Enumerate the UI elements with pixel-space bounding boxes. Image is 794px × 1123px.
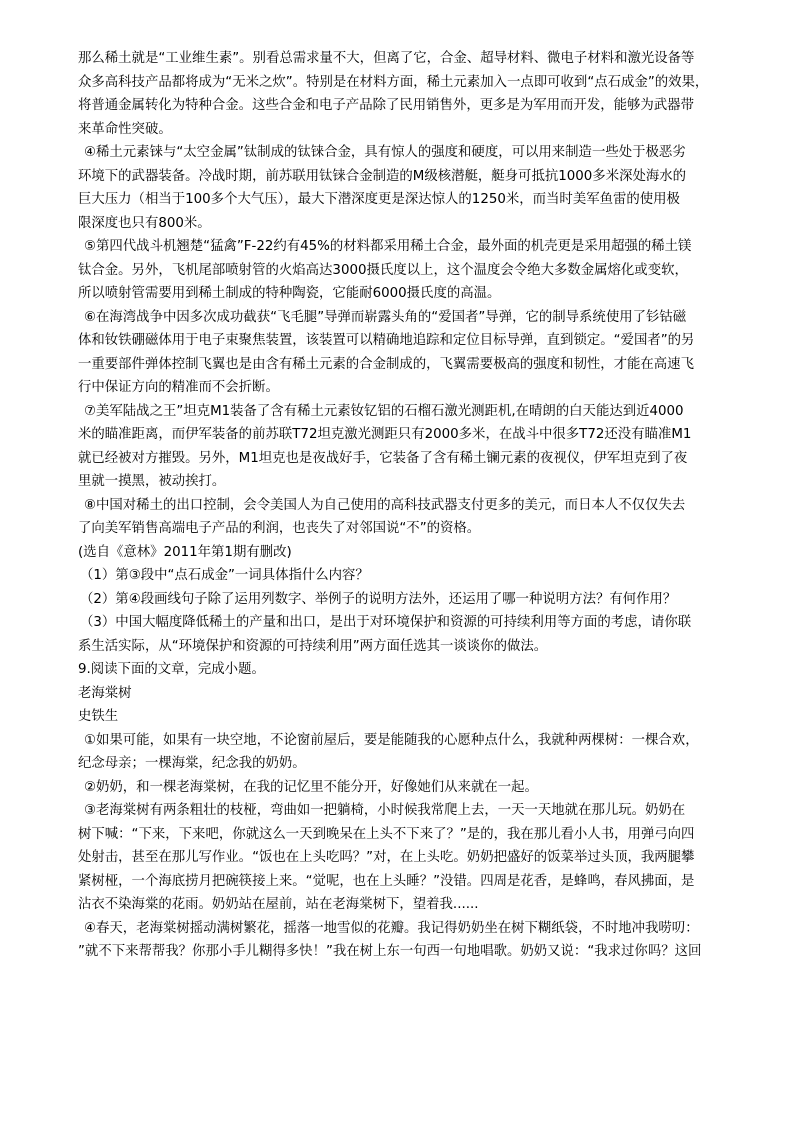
text-line: 沾衣不染海棠的花雨。奶奶站在屋前，站在老海棠树下，望着我......	[78, 897, 479, 912]
article-author: 史铁生	[78, 709, 119, 724]
text-line: 所以喷射管需要用到稀土制成的特种陶瓷，它能耐6000摄氏度的高温。	[78, 286, 501, 301]
text-line: 就已经被对方摧毁。另外，M1坦克也是夜战好手，它装备了含有稀土镧元素的夜视仪，伊军坦克到了夜	[78, 450, 688, 466]
document-page	[78, 47, 720, 964]
text-line: 那么稀土就是“工业维生素”。别看总需求量不大，但离了它，合金、超导材料、微电子材料和激光设备等	[78, 51, 695, 66]
text-line: 米的瞄准距离，而伊军装备的前苏联T72坦克激光测距只有2000多米，在战斗中很多T72还没有瞄准M1	[78, 427, 692, 442]
text-line: 来革命性突破。	[78, 121, 172, 137]
text-line: 一重要部件弹体控制飞翼也是由含有稀土元素的合金制成的，飞翼需要极高的强度和韧性，才能在高速飞	[78, 356, 694, 372]
text-line: 处射击，甚至在那儿写作业。“饭也在上头吃吗？”对，在上头吃。奶奶把盛好的饭菜举过头顶，我两腿攀	[78, 850, 695, 865]
text-line: 纪念母亲；一棵海棠，纪念我的奶奶。	[78, 756, 306, 771]
source-citation: (选自《意林》2011年第1期有删改)	[78, 544, 292, 560]
text-line: ”就不下来帮帮我？你那小手儿糊得多快！”我在树上东一句西一句地唱歌。奶奶又说：“我求过你吗？这回	[78, 944, 702, 959]
question-3: （3）中国大幅度降低稀土的产量和出口，是出于对环境保护和资源的可持续利用等方面的考虑，请你联	[80, 615, 692, 630]
text-line: 里就一摸黑，被动挨打。	[78, 474, 226, 489]
story-paragraph-2: ②奶奶，和一棵老海棠树，在我的记忆里不能分开，好像她们从来就在一起。	[84, 779, 538, 795]
paragraph-6-start: ⑥在海湾战争中因多次成功截获“飞毛腿”导弹而崭露头角的“爱国者”导弹，它的制导系统使用了钐钴磁	[84, 309, 687, 325]
question-2: （2）第④段画线句子除了运用列数字、举例子的说明方法外，还运用了哪一种说明方法？有何作用？	[80, 591, 677, 607]
text-line: 环境下的武器装备。冷战时期，前苏联用钛铼合金制造的M级核潜艇，艇身可抵抗1000多米深处海水的	[78, 168, 687, 184]
text-line: 了向美军销售高端电子产品的利润，也丧失了对邻国说“不”的资格。	[78, 521, 481, 536]
story-paragraph-3-start: ③老海棠树有两条粗壮的枝桠，弯曲如一把躺椅，小时候我常爬上去，一天一天地就在那儿玩。奶奶在	[84, 803, 686, 818]
text-line: 行中保证方向的精准而不会折断。	[78, 380, 279, 395]
text-line: 钛合金。另外，飞机尾部喷射管的火焰高达3000摄氏度以上，这个温度会令绝大多数金属熔化或变软，	[78, 262, 688, 278]
question-1: （1）第③段中“点石成金”一词具体指什么内容？	[80, 568, 369, 583]
section-heading: 9.阅读下面的文章，完成小题。	[78, 662, 265, 677]
paragraph-7-start: ⑦美军陆战之王”坦克M1装备了含有稀土元素钕钇铝的石榴石激光测距机,在晴朗的白天能达到近4000	[84, 403, 684, 419]
paragraph-4-start: ④稀土元素铼与“太空金属”钛制成的钛铼合金，具有惊人的强度和硬度，可以用来制造一些处于极恶劣	[84, 145, 686, 160]
article-title: 老海棠树	[78, 685, 132, 701]
paragraph-5-start: ⑤第四代战斗机翘楚“猛禽”F-22约有45%的材料都采用稀土合金，最外面的机壳更是采用超强的稀土镁	[84, 239, 692, 254]
text-line: 体和钕铁硼磁体用于电子束聚焦装置，该装置可以精确地追踪和定位目标导弹，直到锁定。“爱国者”的另	[78, 333, 695, 348]
story-paragraph-1-start: ①如果可能，如果有一块空地，不论窗前屋后，要是能随我的心愿种点什么，我就种两棵树：一棵合欢，	[84, 732, 699, 748]
text-line: 将普通金属转化为特种合金。这些合金和电子产品除了民用销售外，更多是为军用而开发，能够为武器带	[78, 98, 694, 113]
paragraph-8-start: ⑧中国对稀土的出口控制，会令美国人为自己使用的高科技武器支付更多的美元，而日本人不仅仅失去	[84, 497, 686, 513]
text-line: 巨大压力（相当于100多个大气压），最大下潜深度更是深达惊人的1250米，而当时美军鱼雷的使用极	[78, 192, 680, 207]
text-line: 紧树桠，一个海底捞月把碗筷接上来。“觉呢，也在上头睡？”没错。四周是花香，是蜂鸣，春风拂面，是	[78, 873, 695, 889]
text-line: 树下喊：“下来，下来吧，你就这么一天到晚呆在上头不下来了？”是的，我在那儿看小人书，用弹弓向四	[78, 826, 695, 842]
text-line: 系生活实际，从“环境保护和资源的可持续利用”两方面任选其一谈谈你的做法。	[78, 638, 548, 654]
text-line: 众多高科技产品都将成为“无米之炊”。特别是在材料方面，稀土元素加入一点即可收到“点石成金”的效果，	[78, 74, 709, 90]
text-line: 限深度也只有800米。	[78, 215, 211, 231]
story-paragraph-4-start: ④春天，老海棠树摇动满树繁花，摇落一地雪似的花瓣。我记得奶奶坐在树下糊纸袋，不时地冲我唠叨：	[84, 920, 699, 936]
